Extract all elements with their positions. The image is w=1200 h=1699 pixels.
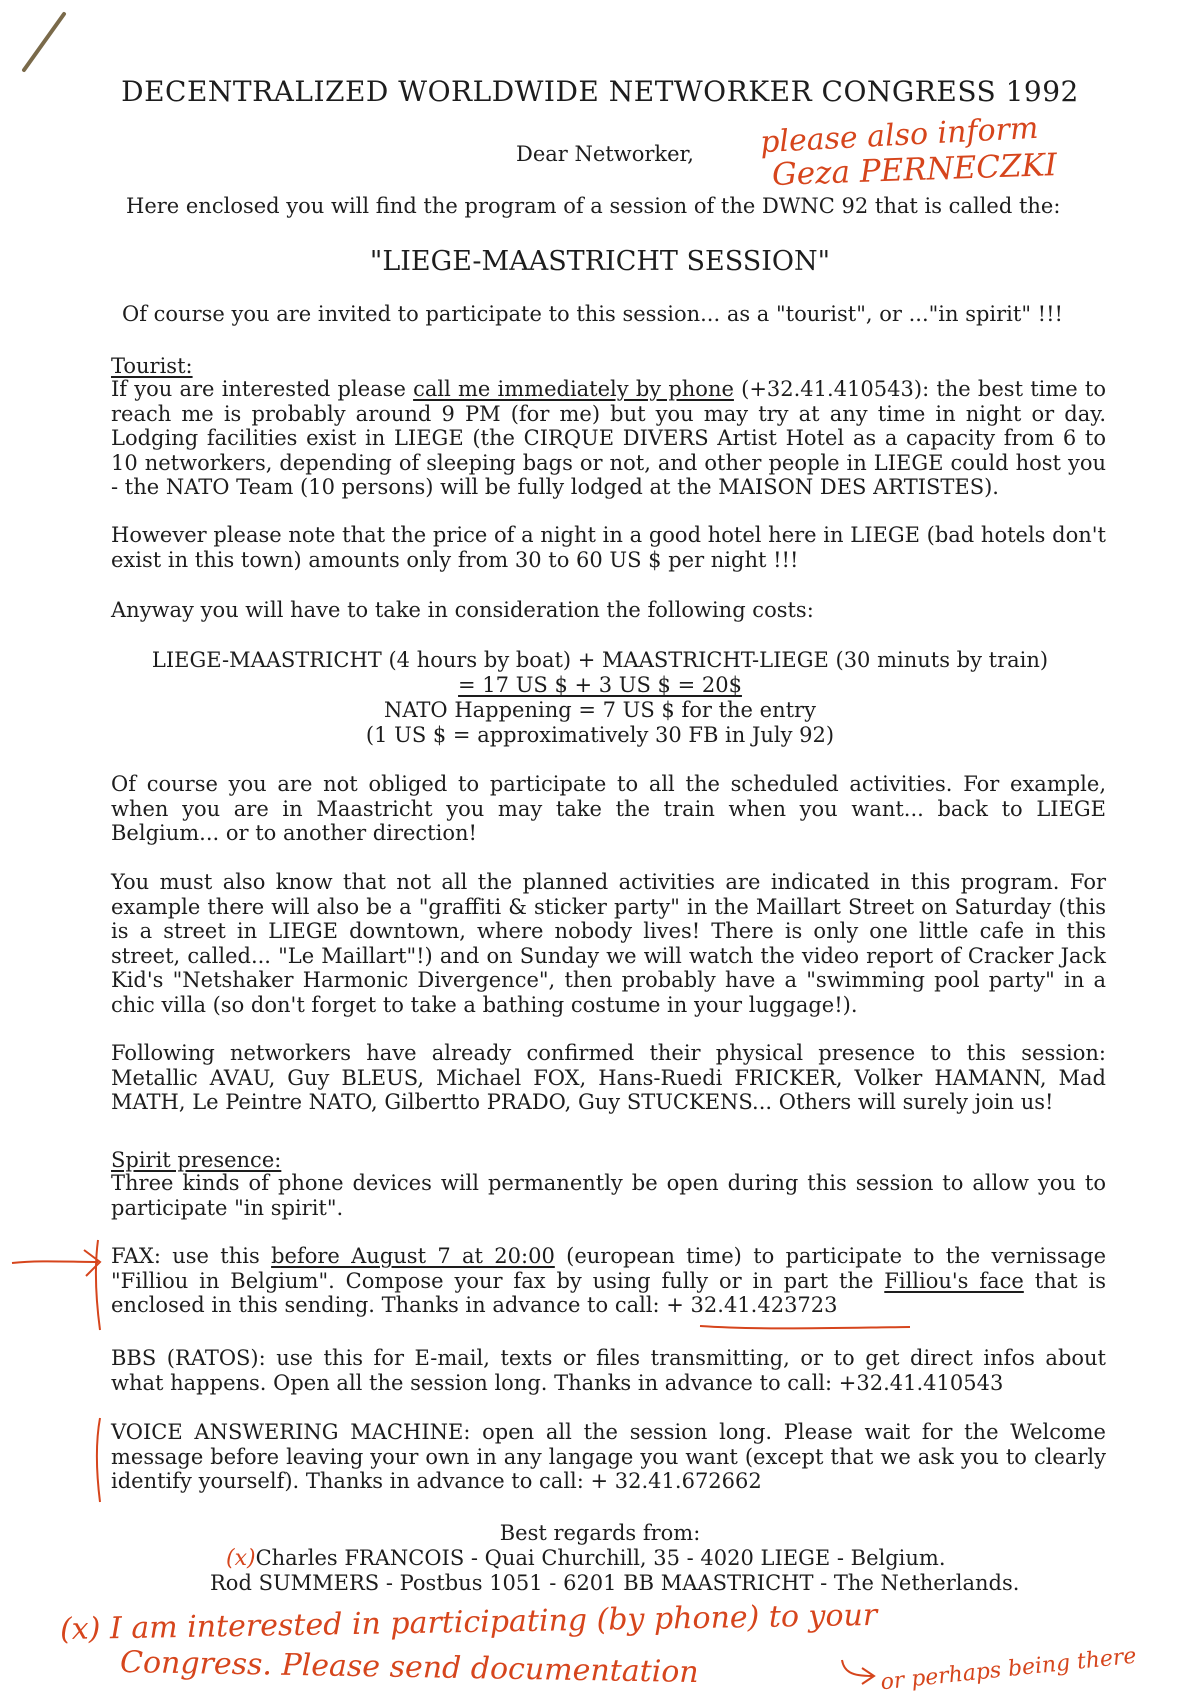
spirit-heading: Spirit presence: <box>111 1148 282 1172</box>
handwritten-note-inform: please also inform <box>759 110 1040 161</box>
tourist-paragraph-1 <box>111 377 1106 500</box>
p1-lead: If you are interested please <box>111 377 414 401</box>
handwritten-reply-line-1: (x) I am interested in participating (by phone) to your <box>59 1597 878 1648</box>
greeting: Dear Networker, <box>516 142 694 166</box>
sender-1-mark: (x) <box>226 1546 256 1571</box>
cost-line-1: LIEGE-MAASTRICHT (4 hours by boat) + MAASTRICHT-LIEGE (30 minuts by train) <box>151 648 1049 672</box>
cost-line-4: (1 US $ = approximatively 30 FB in July 92) <box>365 723 835 747</box>
fax-margin-bar-icon <box>96 1240 100 1330</box>
fax-paragraph <box>111 1244 1106 1318</box>
bbs-paragraph: BBS (RATOS): use this for E-mail, texts or files transmitting, or to get direct infos about what happens. Open all the session long. Thanks in advance to call: +32.41.410543 <box>111 1346 1106 1395</box>
fax-number-underline-icon <box>700 1326 910 1328</box>
tourist-heading: Tourist: <box>111 354 193 378</box>
fax-e: that is enclosed in this sending. Thanks in advance to call: + 32.41.423723 <box>111 1268 1106 1317</box>
bottom-arrow-icon <box>842 1660 874 1684</box>
fax-a: FAX: use this <box>111 1244 272 1268</box>
tourist-paragraph-3: Anyway you will have to take in consideration the following costs: <box>111 598 814 622</box>
handwritten-note-name: Geza PERNECZKI <box>771 147 1058 193</box>
fillious-face: Filliou's face <box>884 1268 1024 1293</box>
session-title: "LIEGE-MAASTRICHT SESSION" <box>369 246 831 277</box>
best-regards: Best regards from: <box>499 1521 701 1545</box>
cost-line-2: = 17 US $ + 3 US $ = 20$ <box>458 673 742 697</box>
call-me-link: call me immediately by phone <box>413 377 734 401</box>
handwritten-reply-line-2: Congress. Please send documentation <box>119 1644 699 1691</box>
invite-line: Of course you are invited to participate to this session... as a "tourist", or ..."in spirit" !!! <box>122 302 1063 326</box>
voice-margin-bar-icon <box>97 1418 100 1502</box>
tourist-paragraph-6: Following networkers have already confirmed their physical presence to this session: Metallic AVAU, Guy BLEUS, Michael FOX, Hans-Ruedi FRICKER, Volker HAMANN, Mad MATH, Le Peintre NATO, Gilbertto PRADO, Guy STUCKENS... Others will surely join us! <box>111 1041 1106 1114</box>
tourist-paragraph-5: You must also know that not all the planned activities are indicated in this program. For example there will also be a "graffiti & sticker party" in the Maillart Street on Saturday (this is a street in LIEGE downtown, where nobody lives! There is only one little cafe in this street, called... "Le Maillart"!) and on Sunday we will watch the video report of Cracker Jack Kid's "Netshaker Harmonic Divergence", then probably have a "swimming pool party" in a chic villa (so don't forget to take a bathing costume in your luggage!). <box>111 870 1106 1017</box>
cost-line-3: NATO Happening = 7 US $ for the entry <box>384 698 816 722</box>
spirit-intro: Three kinds of phone devices will permanently be open during this session to allow you to participate "in spirit". <box>111 1171 1106 1220</box>
sender-1-text: Charles FRANCOIS - Quai Churchill, 35 - 4020 LIEGE - Belgium. <box>255 1546 946 1570</box>
intro-line: Here enclosed you will find the program of a session of the DWNC 92 that is called the: <box>126 194 1061 218</box>
pencil-stroke-icon <box>24 14 64 70</box>
p1-rest: (+32.41.410543): the best time to reach me is probably around 9 PM (for me) but you may try at any time in night or day. Lodging facilities exist in LIEGE (the CIRQUE DIVERS Artist Hotel as a capacity from 6 to 10 networkers, depending of sleeping bags or not, and other people in LIEGE could host you - the NATO Team (10 persons) will be fully lodged at the MAISON DES ARTISTES). <box>111 377 1107 499</box>
tourist-paragraph-4: Of course you are not obliged to participate to all the scheduled activities. For example, when you are in Maastricht you may take the train when you want... back to LIEGE Belgium... or to another direction! <box>111 772 1106 845</box>
sender-1 <box>226 1548 946 1570</box>
tourist-paragraph-2: However please note that the price of a night in a good hotel here in LIEGE (bad hotels don't exist in this town) amounts only from 30 to 60 US $ per night !!! <box>111 523 1106 572</box>
fax-c: (european time) to participate to the vernissage "Filliou in Belgium". Compose your fax by using fully or in part the <box>111 1244 1106 1293</box>
voice-paragraph: VOICE ANSWERING MACHINE: open all the session long. Please wait for the Welcome message before leaving your own in any langage you want (except that we ask you to clearly identify yourself). Thanks in advance to call: + 32.41.672662 <box>111 1420 1106 1493</box>
sender-2: Rod SUMMERS - Postbus 1051 - 6201 BB MAASTRICHT - The Netherlands. <box>210 1571 1020 1595</box>
margin-arrow-icon <box>12 1250 100 1276</box>
document-title: DECENTRALIZED WORLDWIDE NETWORKER CONGRESS 1992 <box>121 75 1079 108</box>
handwritten-reply-line-3: or perhaps being there <box>879 1643 1138 1696</box>
fax-deadline: before August 7 at 20:00 <box>271 1244 555 1268</box>
